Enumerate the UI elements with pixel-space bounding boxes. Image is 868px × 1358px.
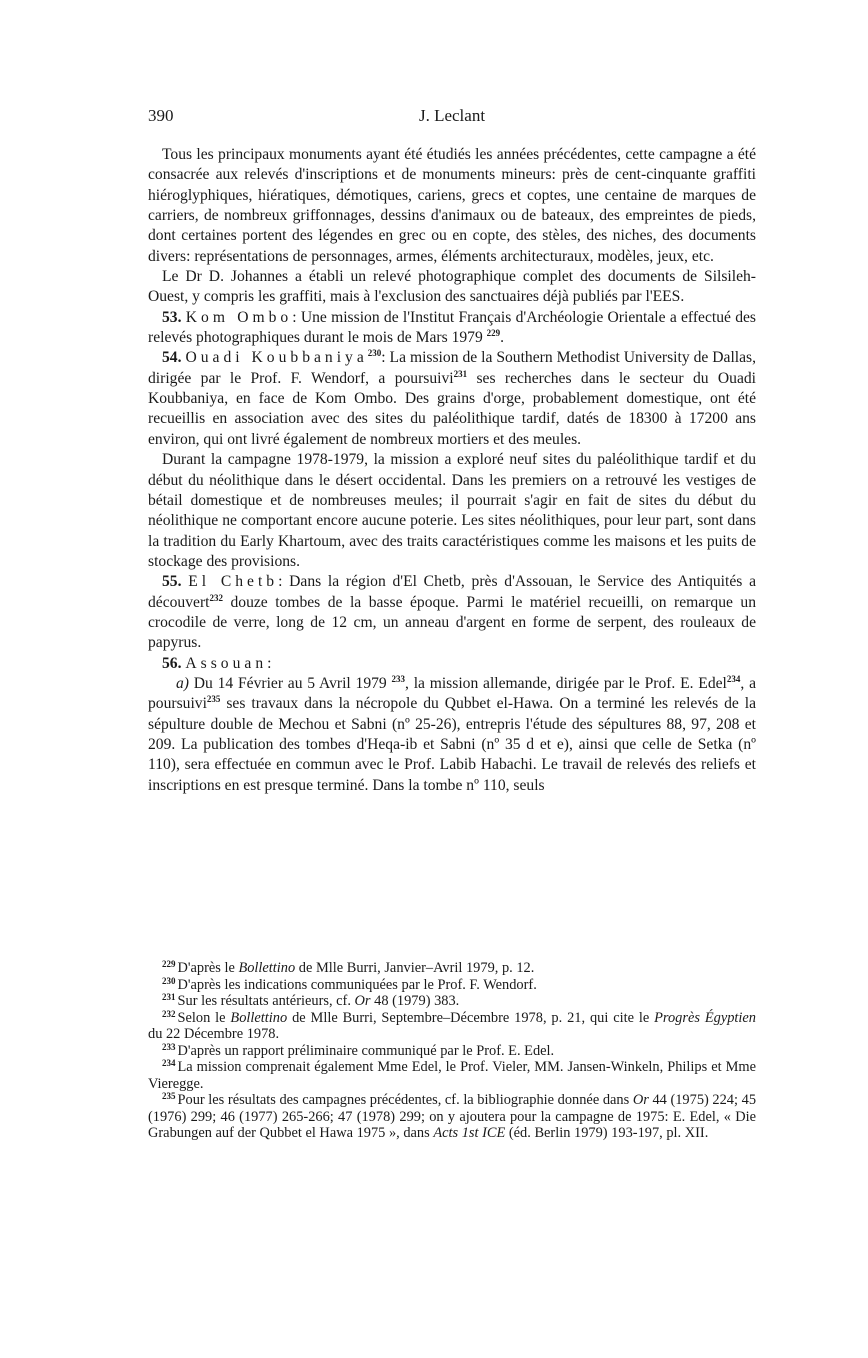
- section-56a: [148, 674, 756, 796]
- footnote-text: Pour les résultats des campagnes précédentes, cf. la bibliographie donnée dans: [177, 1092, 633, 1108]
- footnote-text: La mission comprenait également Mme Edel, le Prof. Vieler, MM. Jansen-Winkeln, Philips et Mme Vieregge.: [148, 1059, 756, 1092]
- page-number: 390: [148, 106, 174, 125]
- site-name: Kom Ombo: [185, 308, 293, 326]
- section-text: : La mission de la Southern Methodist University de Dallas, dirigée par le Prof. F. Wendorf, a poursuivi: [148, 349, 756, 387]
- section-text: ses recherches dans le secteur du Ouadi Koubbaniya, en face de Kom Ombo. Des grains d'orge, probablement domestique, ont été recueillis en association avec des sites du paléolithique tardif, datés de 18300 à 17200 ans environ, qui ont livré également de nombreux mortiers et des meules.: [148, 369, 756, 448]
- footnote-number: 229: [162, 959, 176, 969]
- section-55: [148, 572, 756, 653]
- section-number: 53.: [162, 308, 182, 326]
- paragraph: Durant la campagne 1978-1979, la mission a exploré neuf sites du paléolithique tardif et du début du néolithique dans le désert occidental. Dans les premiers on a retrouvé les vestiges de bétail domestique et de nombreuses meules; il pourrait s'agir en fait de sites du début du néolithique ne comportant encore aucune poterie. Les sites néolithiques, pour leur part, sont dans la tradition du Early Khartoum, avec des traits caractéristiques comme les maisons et les puits de stockage des provisions.: [148, 451, 756, 570]
- footnote-number: 230: [162, 975, 176, 986]
- section-54: [148, 348, 756, 450]
- footnote-ref: 231: [453, 368, 468, 379]
- section-text: , a poursuivi: [148, 674, 756, 713]
- footnote-ref: 229: [486, 328, 501, 339]
- section-56: [148, 654, 756, 674]
- section-text: Du 14 Février au 5 Avril 1979: [189, 674, 387, 692]
- section-number: 54.: [162, 349, 182, 367]
- footnote-ref: 232: [209, 592, 223, 603]
- footnote-italic: Or: [354, 993, 371, 1009]
- footnote-italic: Bollettino: [230, 1009, 288, 1026]
- footnote-text: du 22 Décembre 1978.: [148, 1026, 280, 1042]
- footnotes: [148, 960, 756, 1142]
- footnote: [148, 977, 756, 994]
- section-number: 56.: [162, 654, 182, 672]
- footnote-italic: Acts 1st ICE: [433, 1125, 506, 1141]
- footnote-ref: 234: [726, 673, 741, 684]
- punctuation: :: [267, 654, 272, 672]
- site-name: Assouan: [185, 654, 268, 672]
- footnote-number: 235: [162, 1091, 176, 1101]
- footnote-number: 234: [162, 1058, 176, 1068]
- footnote-ref: 233: [391, 673, 406, 684]
- footnote-ref: 230: [367, 348, 382, 359]
- footnote-number: 231: [162, 992, 176, 1002]
- footnote-text: 44 (1975) 224; 45 (1976) 299; 46 (1977) 265-266; 47 (1978) 299; on y ajoutera pour la campagne de 1975: E. Edel, « Die Grabungen auf der Qubbet el Hawa 1975 », dans: [148, 1092, 757, 1141]
- body-text: [148, 145, 756, 796]
- footnote: [148, 1043, 756, 1060]
- punctuation: .: [500, 329, 505, 347]
- footnote-number: 233: [162, 1041, 176, 1052]
- footnote-italic: Bollettino: [238, 960, 296, 976]
- footnote-text: D'après le: [177, 960, 239, 976]
- footnote-text: D'après un rapport préliminaire communiqué par le Prof. E. Edel.: [177, 1042, 555, 1059]
- section-text: , la mission allemande, dirigée par le Prof. E. Edel: [405, 674, 727, 692]
- paragraph: Tous les principaux monuments ayant été étudiés les années précédentes, cette campagne a été consacrée aux relevés d'inscriptions et de monuments mineurs: près de cent-cinquante graffiti hiéroglyphiques, hiératiques, démotiques, cariens, grecs et coptes, une centaine de marques de carriers, de nombreux griffonnages, dessins d'animaux ou de bateaux, des empreintes de pieds, dont certaines portent des légendes en grec ou en copte, des stèles, des niches, des documents divers: représentations de personnages, armes, éléments architecturaux, modèles, jeux, etc.: [148, 146, 756, 265]
- footnote-text: de Mlle Burri, Janvier–Avril 1979, p. 12.: [295, 960, 535, 976]
- running-head: J. Leclant: [418, 106, 486, 125]
- footnote: [148, 1059, 756, 1092]
- paragraph: Le Dr D. Johannes a établi un relevé photographique complet des documents de Silsileh-Ouest, y compris les graffiti, mais à l'exclusion des sanctuaires déjà publiés par l'EES.: [148, 268, 756, 306]
- section-53: [148, 308, 756, 349]
- section-text: : Dans la région d'El Chetb, près d'Assouan, le Service des Antiquités a découvert: [148, 573, 756, 611]
- item-label: a): [176, 674, 189, 692]
- footnote: [148, 1092, 756, 1142]
- footnote-text: 48 (1979) 383.: [370, 993, 460, 1009]
- footnote-italic: Or: [632, 1092, 649, 1108]
- footnote-text: de Mlle Burri, Septembre–Décembre 1978, p. 21, qui cite le: [287, 1009, 655, 1026]
- footnote-number: 232: [162, 1008, 176, 1019]
- footnote-italic: Progrès Égyptien: [654, 1009, 756, 1026]
- footnote: [148, 993, 756, 1010]
- footnote: [148, 1010, 756, 1043]
- section-number: 55.: [162, 573, 182, 591]
- footnote-text: (éd. Berlin 1979) 193-197, pl. XII.: [505, 1125, 709, 1141]
- footnote-text: Selon le: [177, 1009, 231, 1026]
- footnote-text: Sur les résultats antérieurs, cf.: [177, 993, 355, 1009]
- section-text: douze tombes de la basse époque. Parmi le matériel recueilli, on remarque un crocodile de verre, long de 12 cm, un anneau d'argent en forme de serpent, des rouleaux de papyrus.: [148, 593, 756, 652]
- footnote-ref: 235: [206, 694, 221, 705]
- footnote-text: D'après les indications communiquées par le Prof. F. Wendorf.: [177, 976, 537, 993]
- section-text: ses travaux dans la nécropole du Qubbet el-Hawa. On a terminé les relevés de la sépulture double de Mechou et Sabni (nº 25-26), entrepris l'étude des sépultures 88, 97, 208 et 209. La publication des tombes d'Heqa-ib et Sabni (nº 35 d et e), ainsi que celle de Setka (nº 110), sera effectuée en commun avec le Prof. Labib Habachi. Le travail de relevés des reliefs et inscriptions en est presque terminé. Dans la tombe nº 110, seuls: [148, 695, 756, 794]
- page-header: [148, 106, 756, 130]
- site-name: El Chetb: [188, 573, 279, 591]
- section-text: : Une mission de l'Institut Français d'Archéologie Orientale a effectué des relevés photographiques durant le mois de Mars 1979: [148, 308, 756, 347]
- footnote: [148, 960, 756, 977]
- site-name: Ouadi Koubbaniya: [185, 349, 368, 367]
